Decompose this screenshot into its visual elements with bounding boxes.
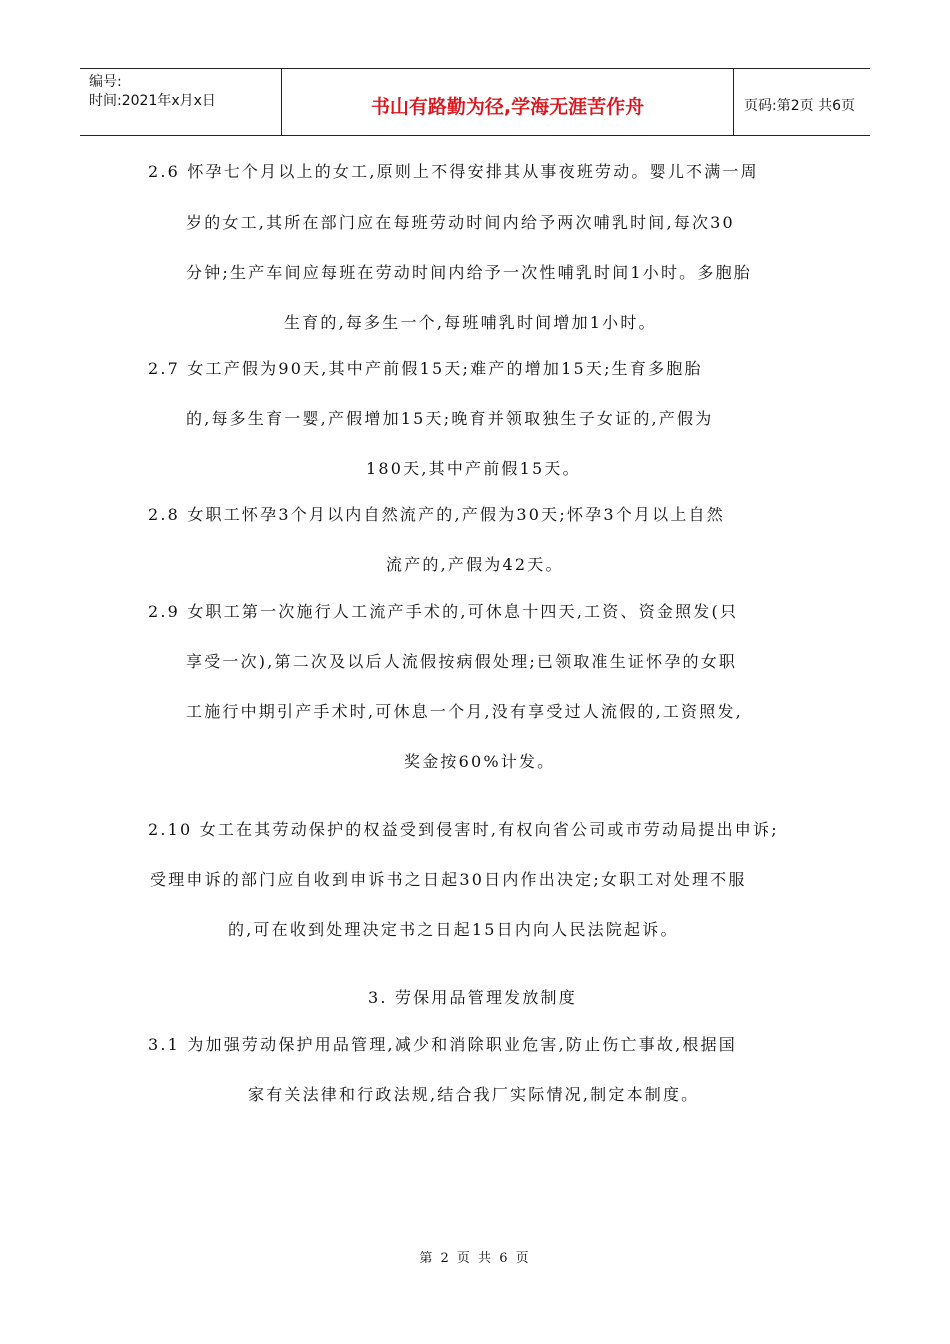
text-line: 生育的,每多生一个,每班哺乳时间增加1小时。	[284, 313, 657, 332]
text-line: 180天,其中产前假15天。	[366, 459, 581, 478]
header-motto: 书山有路勤为径,学海无涯苦作舟	[282, 69, 734, 135]
header-time: 时间:2021年x月x日	[89, 93, 216, 109]
text-line: 的,每多生育一婴,产假增加15天;晚育并领取独生子女证的,产假为	[186, 409, 714, 428]
text-line: 家有关法律和行政法规,结合我厂实际情况,制定本制度。	[248, 1085, 700, 1104]
text-line: 2.9 女职工第一次施行人工流产手术的,可休息十四天,工资、资金照发(只	[148, 602, 739, 621]
header-number: 编号:	[89, 74, 122, 90]
text-line: 的,可在收到处理决定书之日起15日内向人民法院起诉。	[228, 920, 679, 939]
section-heading: 3. 劳保用品管理发放制度	[368, 988, 577, 1007]
page-footer: 第 2 页 共 6 页	[419, 1251, 531, 1266]
text-line: 流产的,产假为42天。	[386, 555, 564, 574]
text-line: 3.1 为加强劳动保护用品管理,减少和消除职业危害,防止伤亡事故,根据国	[148, 1035, 737, 1054]
text-line: 奖金按60%计发。	[404, 752, 556, 771]
text-line: 岁的女工,其所在部门应在每班劳动时间内给予两次哺乳时间,每次30	[186, 213, 735, 232]
header-page: 页码:第2页 共6页	[744, 98, 855, 114]
text-line: 工施行中期引产手术时,可休息一个月,没有享受过人流假的,工资照发,	[186, 702, 743, 721]
text-line: 2.8 女职工怀孕3个月以内自然流产的,产假为30天;怀孕3个月以上自然	[148, 505, 725, 524]
text-line: 分钟;生产车间应每班在劳动时间内给予一次性哺乳时间1小时。多胞胎	[186, 263, 752, 282]
page-header	[80, 68, 870, 136]
text-line: 享受一次),第二次及以后人流假按病假处理;已领取准生证怀孕的女职	[186, 652, 738, 671]
text-line: 受理申诉的部门应自收到申诉书之日起30日内作出决定;女职工对处理不服	[150, 870, 747, 889]
text-line: 2.7 女工产假为90天,其中产前假15天;难产的增加15天;生育多胞胎	[148, 359, 703, 378]
text-line: 2.10 女工在其劳动保护的权益受到侵害时,有权向省公司或市劳动局提出申诉;	[148, 820, 779, 839]
text-line: 2.6 怀孕七个月以上的女工,原则上不得安排其从事夜班劳动。婴儿不满一周	[148, 162, 759, 181]
header-meta	[80, 69, 282, 135]
